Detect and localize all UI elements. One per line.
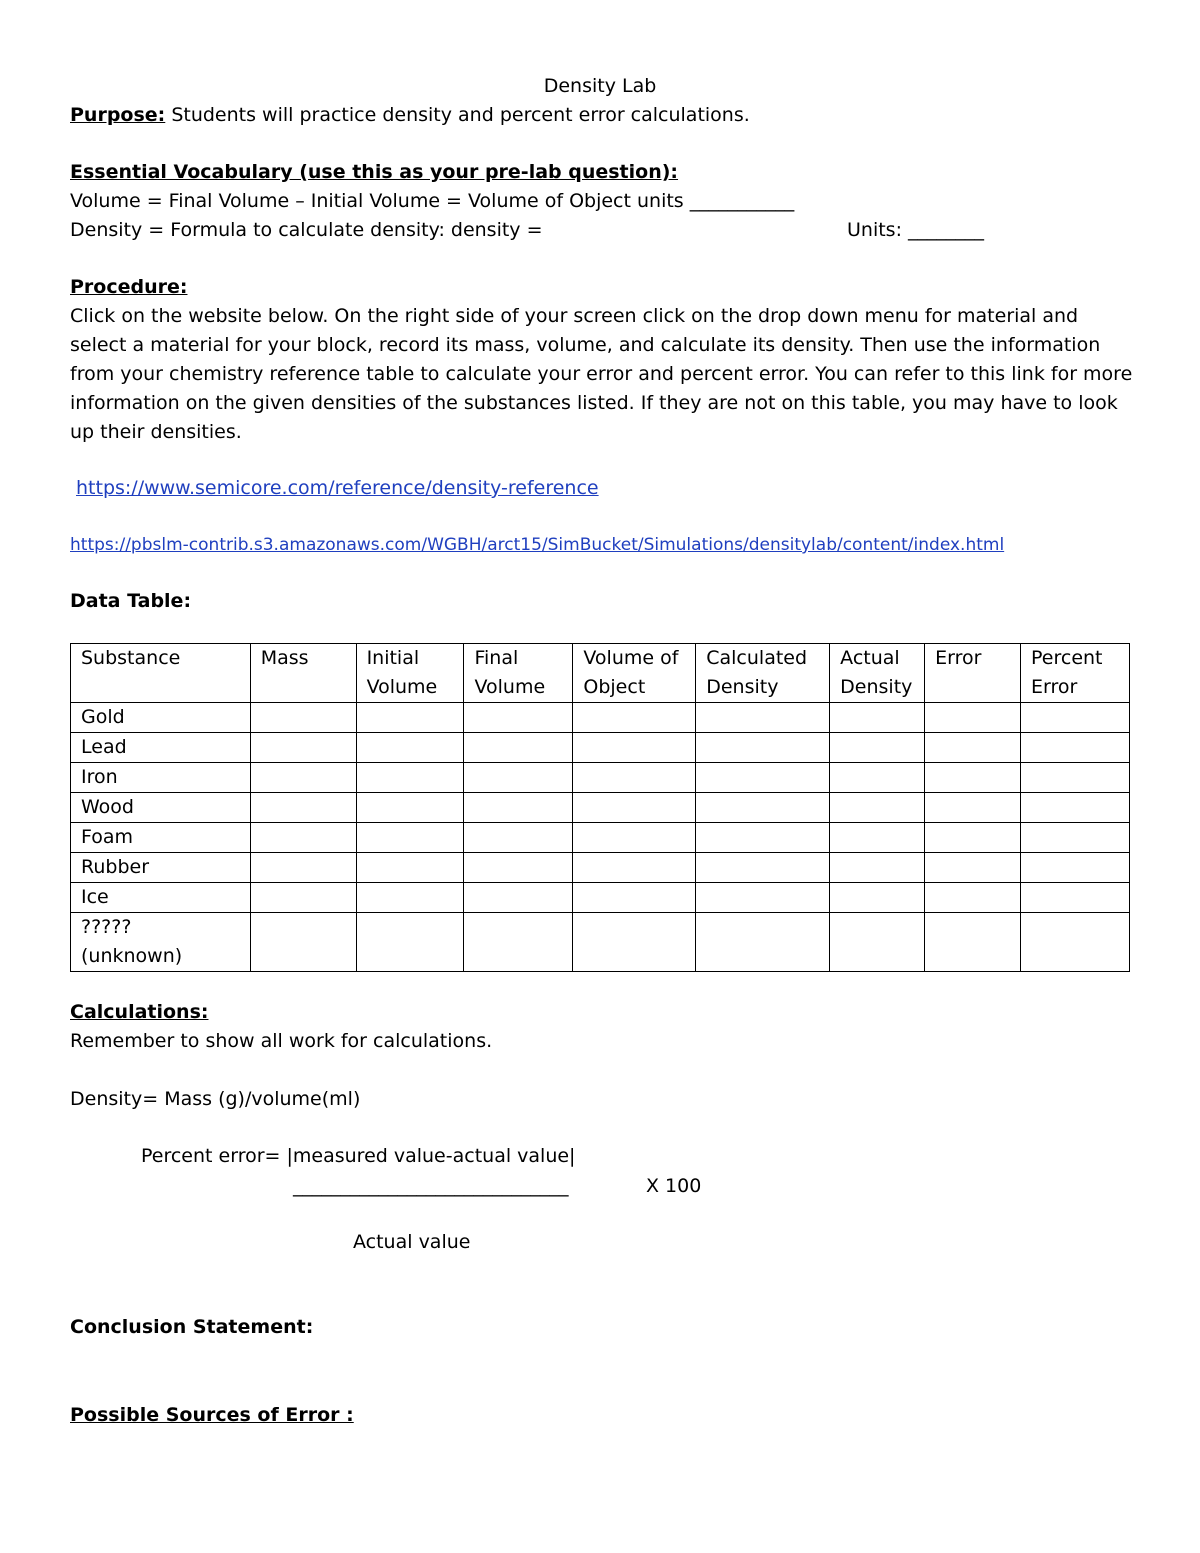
purpose-text: Students will practice density and percent error calculations. (165, 104, 750, 126)
header-substance: Substance (71, 644, 251, 703)
calculations-heading: Calculations: (70, 1001, 209, 1023)
blank-entry-cell[interactable] (925, 733, 1021, 763)
simulation-link-line (70, 531, 1004, 560)
table-row-unknown (71, 913, 1130, 972)
purpose-label: Purpose: (70, 104, 166, 126)
blank-entry-cell[interactable] (830, 853, 925, 883)
blank-entry-cell[interactable] (573, 883, 696, 913)
table-header-row (71, 644, 1130, 703)
blank-entry-cell[interactable] (356, 883, 464, 913)
blank-entry-cell[interactable] (696, 703, 830, 733)
blank-entry-cell[interactable] (356, 763, 464, 793)
blank-entry-cell[interactable] (925, 703, 1021, 733)
blank-entry-cell[interactable] (1021, 733, 1130, 763)
blank-entry-cell[interactable] (573, 793, 696, 823)
blank-entry-cell[interactable] (573, 913, 696, 972)
blank-entry-cell[interactable] (696, 823, 830, 853)
blank-entry-cell[interactable] (696, 733, 830, 763)
blank-entry-cell[interactable] (250, 913, 356, 972)
blank-entry-cell[interactable] (573, 733, 696, 763)
table-row (71, 853, 1130, 883)
conclusion-heading: Conclusion Statement: (70, 1316, 314, 1338)
density-formula: Density= Mass (g)/volume(ml) (70, 1088, 361, 1110)
blank-entry-cell[interactable] (1021, 823, 1130, 853)
header-percent-error: Percent Error (1021, 644, 1130, 703)
times-100: X 100 (646, 1175, 702, 1197)
blank-entry-cell[interactable] (464, 913, 573, 972)
blank-entry-cell[interactable] (464, 823, 573, 853)
data-table-heading: Data Table: (70, 590, 192, 612)
procedure-text: Click on the website below. On the right side of your screen click on the drop down menu for material and select a material for your block, record its mass, volume, and calculate its density. Then use the information from your chemistry reference table to calculate your error and percent error. You can refer to this link for more information on the given densities of the substances listed. If they are not on this table, you may have to look up their densities. (70, 305, 1133, 443)
blank-entry-cell[interactable] (250, 703, 356, 733)
header-volume-of-object: Volume of Object (573, 644, 696, 703)
blank-entry-cell[interactable] (925, 883, 1021, 913)
table-row (71, 763, 1130, 793)
blank-entry-cell[interactable] (925, 763, 1021, 793)
semicore-link[interactable]: https://www.semicore.com/reference/density-reference (76, 477, 599, 499)
volume-definition: Volume = Final Volume – Initial Volume = Volume of Object units ___________ (70, 190, 795, 212)
substance-cell: Wood (71, 793, 251, 823)
blank-entry-cell[interactable] (1021, 703, 1130, 733)
blank-entry-cell[interactable] (250, 763, 356, 793)
purpose-line (70, 101, 750, 130)
blank-entry-cell[interactable] (464, 733, 573, 763)
header-initial-volume: Initial Volume (356, 644, 464, 703)
blank-entry-cell[interactable] (1021, 883, 1130, 913)
vocabulary-heading: Essential Vocabulary (use this as your pre-lab question): (70, 161, 679, 183)
density-units-blank: Units: ________ (847, 219, 985, 241)
calculations-reminder: Remember to show all work for calculations. (70, 1030, 493, 1052)
blank-entry-cell[interactable] (830, 883, 925, 913)
substance-cell: Gold (71, 703, 251, 733)
blank-entry-cell[interactable] (464, 793, 573, 823)
fraction-denominator: Actual value (353, 1231, 471, 1253)
header-calculated-density: Calculated Density (696, 644, 830, 703)
blank-entry-cell[interactable] (830, 913, 925, 972)
document-title: Density Lab (543, 75, 657, 97)
blank-entry-cell[interactable] (925, 853, 1021, 883)
blank-entry-cell[interactable] (250, 883, 356, 913)
blank-entry-cell[interactable] (925, 823, 1021, 853)
table-row (71, 703, 1130, 733)
substance-cell: Lead (71, 733, 251, 763)
blank-entry-cell[interactable] (925, 913, 1021, 972)
substance-cell: Foam (71, 823, 251, 853)
blank-entry-cell[interactable] (250, 823, 356, 853)
blank-entry-cell[interactable] (356, 823, 464, 853)
blank-entry-cell[interactable] (1021, 913, 1130, 972)
blank-entry-cell[interactable] (464, 853, 573, 883)
percent-error-formula: Percent error= |measured value-actual value| (141, 1145, 576, 1167)
substance-cell-unknown: ????? (unknown) (71, 913, 251, 972)
substance-cell: Rubber (71, 853, 251, 883)
blank-entry-cell[interactable] (573, 853, 696, 883)
sources-of-error-heading: Possible Sources of Error : (70, 1404, 354, 1426)
blank-entry-cell[interactable] (696, 763, 830, 793)
header-actual-density: Actual Density (830, 644, 925, 703)
table-row (71, 823, 1130, 853)
header-mass: Mass (250, 644, 356, 703)
table-row (71, 883, 1130, 913)
blank-entry-cell[interactable] (830, 733, 925, 763)
blank-entry-cell[interactable] (356, 853, 464, 883)
blank-entry-cell[interactable] (1021, 763, 1130, 793)
density-definition: Density = Formula to calculate density: density = (70, 219, 543, 241)
blank-entry-cell[interactable] (356, 913, 464, 972)
blank-entry-cell[interactable] (356, 703, 464, 733)
blank-entry-cell[interactable] (1021, 853, 1130, 883)
procedure-heading: Procedure: (70, 276, 188, 298)
blank-entry-cell[interactable] (830, 763, 925, 793)
blank-entry-cell[interactable] (356, 733, 464, 763)
blank-entry-cell[interactable] (925, 793, 1021, 823)
header-error: Error (925, 644, 1021, 703)
substance-cell: Iron (71, 763, 251, 793)
blank-entry-cell[interactable] (830, 793, 925, 823)
semicore-link-line (76, 474, 599, 503)
blank-entry-cell[interactable] (696, 793, 830, 823)
blank-entry-cell[interactable] (696, 913, 830, 972)
blank-entry-cell[interactable] (250, 853, 356, 883)
blank-entry-cell[interactable] (696, 883, 830, 913)
table-row (71, 733, 1130, 763)
blank-entry-cell[interactable] (356, 793, 464, 823)
substance-cell: Ice (71, 883, 251, 913)
blank-entry-cell[interactable] (1021, 793, 1130, 823)
blank-entry-cell[interactable] (464, 763, 573, 793)
blank-entry-cell[interactable] (830, 823, 925, 853)
header-final-volume: Final Volume (464, 644, 573, 703)
blank-entry-cell[interactable] (573, 703, 696, 733)
data-table (70, 643, 1130, 972)
simulation-link[interactable]: https://pbslm-contrib.s3.amazonaws.com/WGBH/arct15/SimBucket/Simulations/densitylab/content/index.html (70, 535, 1005, 555)
blank-entry-cell[interactable] (250, 733, 356, 763)
blank-entry-cell[interactable] (464, 883, 573, 913)
blank-entry-cell[interactable] (696, 853, 830, 883)
table-row (71, 793, 1130, 823)
blank-entry-cell[interactable] (250, 793, 356, 823)
blank-entry-cell[interactable] (573, 763, 696, 793)
fraction-bar: _____________________________ (293, 1175, 569, 1197)
blank-entry-cell[interactable] (830, 703, 925, 733)
blank-entry-cell[interactable] (573, 823, 696, 853)
blank-entry-cell[interactable] (464, 703, 573, 733)
